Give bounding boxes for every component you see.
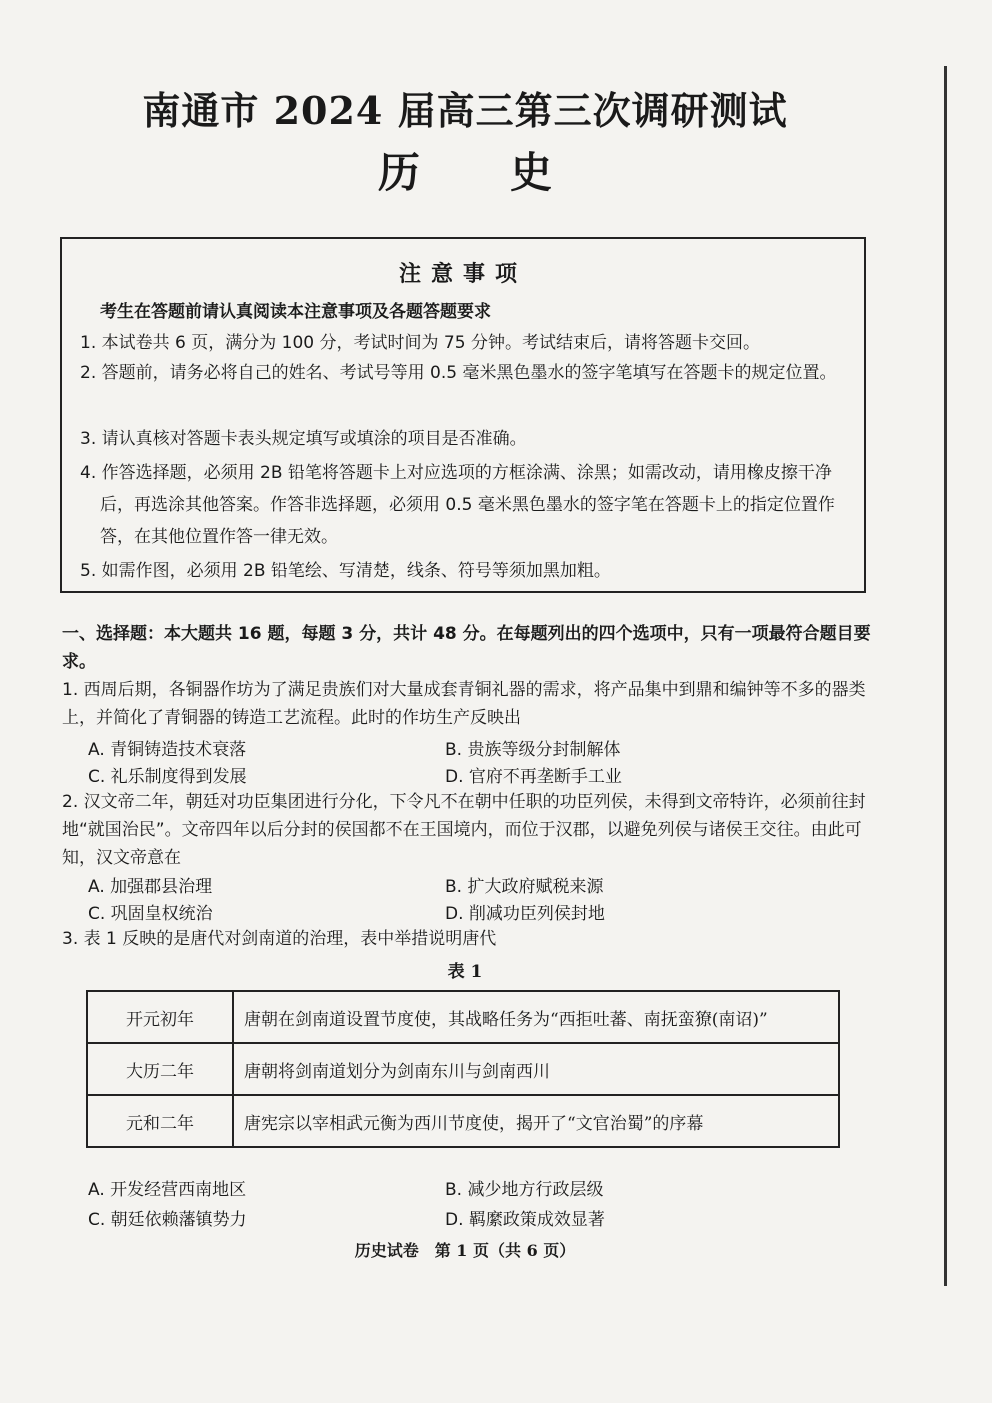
notice-item bbox=[80, 423, 852, 455]
option: A. 开发经营西南地区 bbox=[88, 1180, 247, 1200]
notice-box bbox=[60, 237, 866, 593]
option: D. 羁縻政策成效显著 bbox=[445, 1210, 605, 1230]
margin-rule bbox=[944, 66, 947, 1286]
option: D. 削减功臣列侯封地 bbox=[445, 904, 605, 924]
option: A. 加强郡县治理 bbox=[88, 877, 213, 897]
notice-subtitle: 考生在答题前请认真阅读本注意事项及各题答题要求 bbox=[100, 302, 491, 322]
table-row bbox=[87, 1043, 839, 1095]
notice-item bbox=[80, 327, 852, 359]
table-cell-period: 开元初年 bbox=[87, 991, 233, 1043]
table-cell-event: 唐朝在剑南道设置节度使，其战略任务为“西拒吐蕃、南抚蛮獠(南诏)” bbox=[233, 991, 839, 1043]
question-stem: 2. 汉文帝二年，朝廷对功臣集团进行分化，下令凡不在朝中任职的功臣列侯，未得到文帝特许，必须前往封地“就国治民”。文帝四年以后分封的侯国都不在王国境内，而位于汉郡，以避免列侯与诸侯王交往。由此可知，汉文帝意在 bbox=[62, 792, 866, 868]
exam-subject: 历史 bbox=[377, 148, 642, 197]
option: C. 礼乐制度得到发展 bbox=[88, 767, 247, 787]
notice-item-text: 3. 请认真核对答题卡表头规定填写或填涂的项目是否准确。 bbox=[80, 429, 527, 449]
exam-title: 南通市 2024 届高三第三次调研测试 bbox=[142, 88, 788, 133]
data-table bbox=[86, 990, 840, 1148]
option: B. 贵族等级分封制解体 bbox=[445, 740, 621, 760]
table-caption: 表 1 bbox=[447, 962, 483, 982]
table-cell-event: 唐宪宗以宰相武元衡为西川节度使，揭开了“文官治蜀”的序幕 bbox=[233, 1095, 839, 1147]
notice-item-text: 1. 本试卷共 6 页，满分为 100 分，考试时间为 75 分钟。考试结束后，请将答题卡交回。 bbox=[80, 333, 760, 353]
table-cell-period: 大历二年 bbox=[87, 1043, 233, 1095]
notice-item-text: 5. 如需作图，必须用 2B 铅笔绘、写清楚，线条、符号等须加黑加粗。 bbox=[80, 561, 611, 581]
question-stem: 3. 表 1 反映的是唐代对剑南道的治理，表中举措说明唐代 bbox=[62, 929, 497, 949]
option: B. 减少地方行政层级 bbox=[445, 1180, 604, 1200]
page-footer: 历史试卷 第 1 页（共 6 页） bbox=[354, 1241, 576, 1260]
option: B. 扩大政府赋税来源 bbox=[445, 877, 604, 897]
table-row bbox=[87, 1095, 839, 1147]
notice-title: 注意事项 bbox=[398, 261, 527, 287]
option: D. 官府不再垄断手工业 bbox=[445, 767, 622, 787]
option: C. 朝廷依赖藩镇势力 bbox=[88, 1210, 247, 1230]
notice-item bbox=[80, 457, 852, 553]
option: A. 青铜铸造技术衰落 bbox=[88, 740, 247, 760]
section-heading: 一、选择题：本大题共 16 题，每题 3 分，共计 48 分。在每题列出的四个选项中，只有一项最符合题目要求。 bbox=[62, 624, 871, 672]
table-cell-period: 元和二年 bbox=[87, 1095, 233, 1147]
question-stem: 1. 西周后期，各铜器作坊为了满足贵族们对大量成套青铜礼器的需求，将产品集中到鼎和编钟等不多的器类上，并简化了青铜器的铸造工艺流程。此时的作坊生产反映出 bbox=[62, 680, 866, 728]
notice-item bbox=[80, 555, 852, 587]
option: C. 巩固皇权统治 bbox=[88, 904, 213, 924]
notice-item-text: 4. 作答选择题，必须用 2B 铅笔将答题卡上对应选项的方框涂满、涂黑；如需改动，请用橡皮擦干净后，再选涂其他答案。作答非选择题，必须用 0.5 毫米黑色墨水的签字笔在答题卡上的指定位置作答，在其他位置作答一律无效。 bbox=[80, 463, 835, 547]
table-cell-event: 唐朝将剑南道划分为剑南东川与剑南西川 bbox=[233, 1043, 839, 1095]
notice-item-text: 2. 答题前，请务必将自己的姓名、考试号等用 0.5 毫米黑色墨水的签字笔填写在答题卡的规定位置。 bbox=[80, 363, 837, 383]
notice-item bbox=[80, 357, 852, 389]
table-row bbox=[87, 991, 839, 1043]
